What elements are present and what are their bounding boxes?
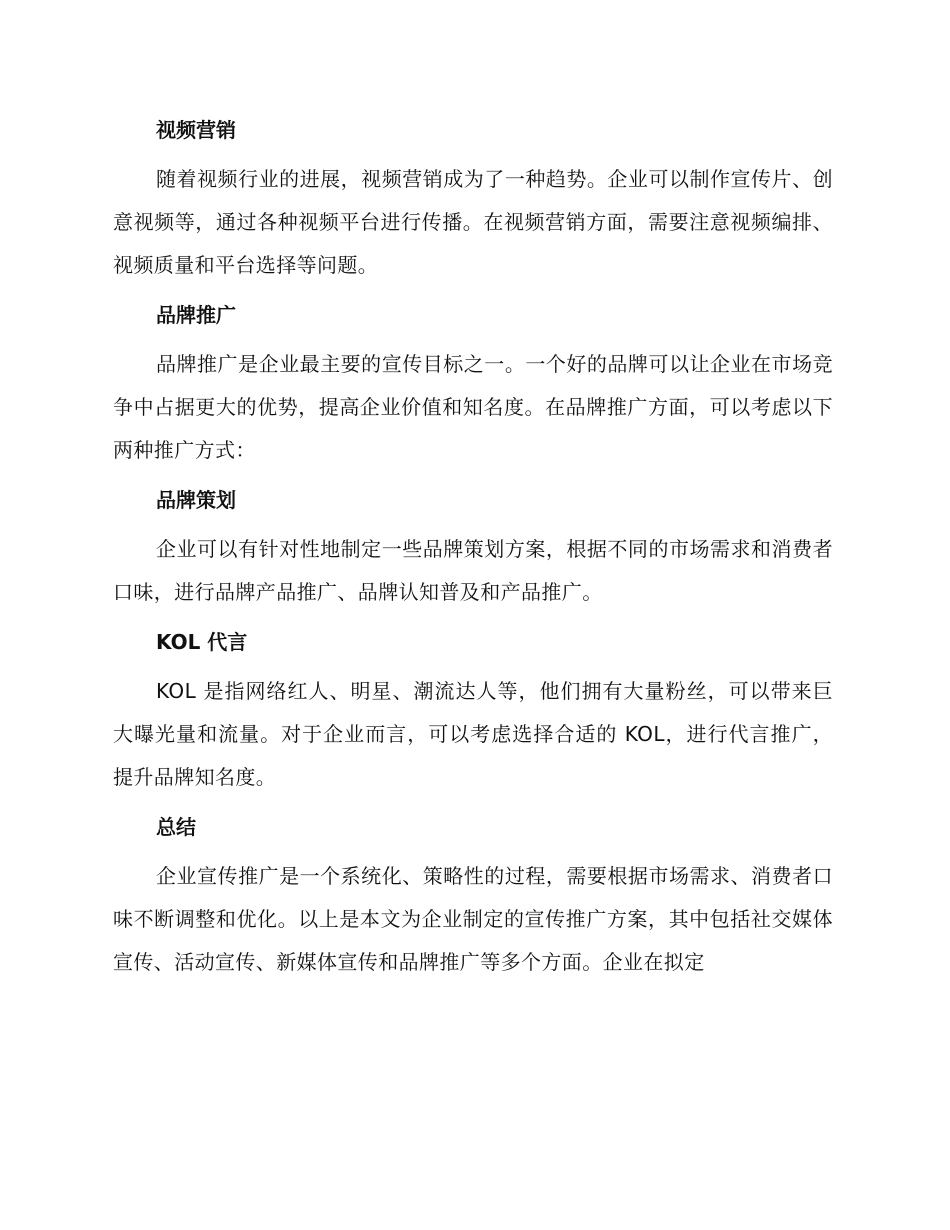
section-paragraph-brand-planning: 企业可以有针对性地制定一些品牌策划方案，根据不同的市场需求和消费者口味，进行品牌产品推广、品牌认知普及和产品推广。 (113, 537, 833, 604)
section-paragraph-summary: 企业宣传推广是一个系统化、策略性的过程，需要根据市场需求、消费者口味不断调整和优化。以上是本文为企业制定的宣传推广方案，其中包括社交媒体宣传、活动宣传、新媒体宣传和品牌推广等多个方面。企业在拟定 (113, 864, 833, 974)
section-heading-summary: 总结 (156, 815, 196, 839)
section-heading-kol-endorsement: KOL 代言 (156, 630, 248, 654)
document-page (113, 112, 833, 994)
section-paragraph-brand-promotion: 品牌推广是企业最主要的宣传目标之一。一个好的品牌可以让企业在市场竞争中占据更大的优势，提高企业价值和知名度。在品牌推广方面，可以考虑以下两种推广方式： (113, 352, 833, 462)
section-heading-brand-promotion: 品牌推广 (156, 303, 236, 327)
section-paragraph-video-marketing: 随着视频行业的进展，视频营销成为了一种趋势。企业可以制作宣传片、创意视频等，通过各种视频平台进行传播。在视频营销方面，需要注意视频编排、视频质量和平台选择等问题。 (113, 167, 833, 277)
section-heading-video-marketing: 视频营销 (156, 118, 236, 142)
section-heading-brand-planning: 品牌策划 (156, 488, 236, 512)
section-paragraph-kol-endorsement: KOL 是指网络红人、明星、潮流达人等，他们拥有大量粉丝，可以带来巨大曝光量和流量。对于企业而言，可以考虑选择合适的 KOL，进行代言推广，提升品牌知名度。 (113, 679, 833, 789)
